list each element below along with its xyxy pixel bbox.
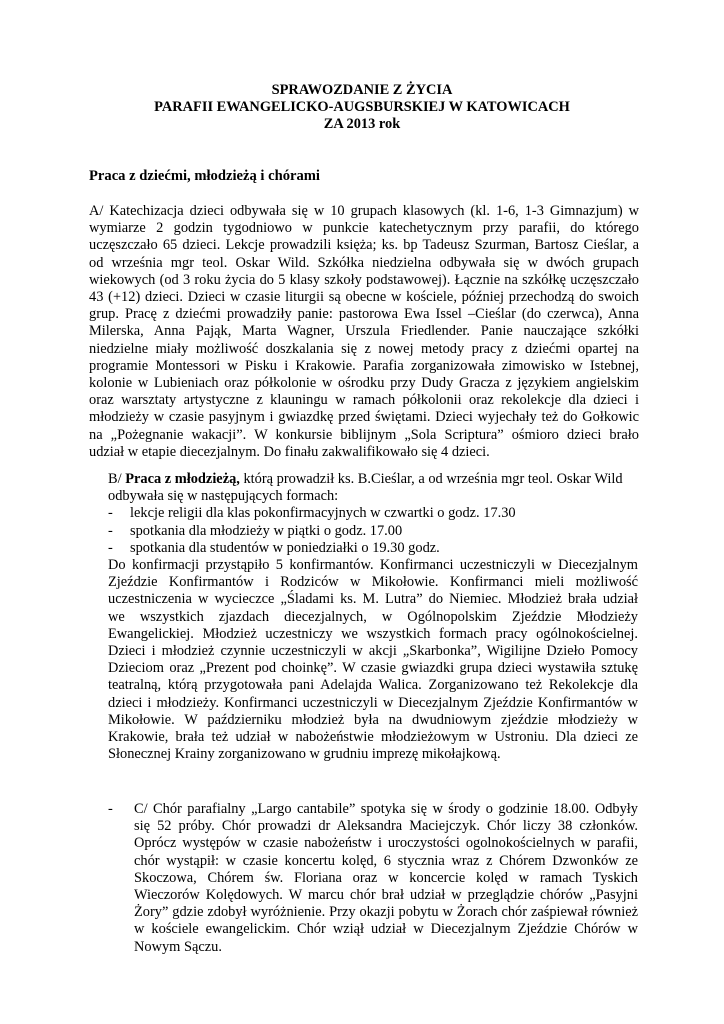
paragraph-a-line: kolonie w Lubieniach oraz półkolonie w ośrodku przy Dudy Gracza z językiem angielskim [89, 375, 639, 392]
paragraph-a-line: młodzieży w czasie pasyjnym i gwiazdkę przed świętami. Dzieci wyjechały też do Gołkowic [89, 409, 639, 426]
paragraph-b-line: Dzieci i młodzież czynnie uczestniczyli w akcji „Skarbonka”, Wigilijne Dzieło Pomocy [108, 643, 638, 660]
paragraph-a-line: grup. Pracę z dziećmi prowadziły panie: pastorowa Ewa Issel –Cieślar (do czerwca), Anna [89, 306, 639, 323]
paragraph-b-line: Krakowie, brała też udział w nabożeństwie młodzieżowym w Ustroniu. Dla dzieci ze [108, 729, 638, 746]
paragraph-a-line: niedzielne miały możliwość doszkalania się z nowej metody pracy z dziećmi opartej na [89, 340, 639, 357]
paragraph-a-line: wymiarze 2 godzin tygodniowo w punkcie katechetycznym przy parafii, do którego [89, 220, 639, 237]
paragraph-c-line: Skoczowa, Chórem św. Floriana oraz w koncercie kolęd w ramach Tyskich [134, 869, 638, 886]
paragraph-a-line: wiekowych (od 3 roku życia do 5 klasy szkoły podstawowej). Łącznie na szkółkę uczęszczało [89, 271, 639, 288]
paragraph-c-line: Nowym Sączu. [134, 938, 222, 955]
report-title-line-3: ZA 2013 rok [323, 116, 401, 132]
paragraph-c-line: C/ Chór parafialny „Largo cantabile” spotyka się w środy o godzinie 18.00. Odbyły [134, 801, 638, 817]
bullet-item [108, 523, 638, 540]
paragraph-b-line: uczestniczenia w wycieczce „Śladami ks. M. Lutra” do Niemiec. Młodzież brała udział [108, 591, 638, 608]
paragraph-c-line: Żory” gdzie zdobył wyróżnienie. Przy okazji pobytu w Żorach chór zaśpiewał również [134, 904, 638, 921]
paragraph-a-line: 43 (+12) dzieci. Dzieci w czasie liturgii są obecne w kościele, później przechodzą do swoich [89, 289, 639, 306]
paragraph-b-intro-line-2: odbywała się w następujących formach: [108, 488, 339, 505]
paragraph-c-line: chór wystąpił: w czasie koncertu kolęd, 6 stycznia wraz z Chórem Dzwonków ze [134, 852, 638, 869]
paragraph-a-line: na „Pożegnanie wakacji”. W konkursie biblijnym „Sola Scriptura” ośmioro dzieci brało [89, 426, 639, 443]
paragraph-a-line: od września mgr teol. Oskar Wild. Szkółka niedzielna odbywała się w dwóch grupach [89, 254, 639, 271]
paragraph-c [134, 801, 638, 956]
paragraph-a-line: Milerska, Anna Pająk, Marta Wagner, Urszula Friedlender. Panie nauczające szkółki [89, 323, 639, 340]
bullet-text: spotkania dla studentów w poniedziałki o 19.30 godz. [130, 539, 440, 556]
paragraph-b-intro-rest: którą prowadził ks. B.Cieślar, a od września mgr teol. Oskar Wild [239, 471, 623, 487]
paragraph-c-line: Wieczorów Kolędowych. W marcu chór brał udział w przeglądzie chórów „Pasyjni [134, 887, 638, 904]
section-heading: Praca z dziećmi, młodzieżą i chórami [89, 168, 320, 184]
paragraph-c-line: w kościele ewangelickim. Chór wziął udział w Diecezjalnym Zjeździe Chórów w [134, 921, 638, 938]
paragraph-b-line: Ewangelickiej. Młodzież uczestniczy we wszystkich formach pracy ogólnokościelnej. [108, 625, 638, 642]
bullet-item [108, 540, 638, 557]
paragraph-c-line: Oprócz występów w czasie nabożeństw i uroczystości ogolnokościelnych w parafii, [134, 835, 638, 852]
paragraph-b [108, 471, 638, 763]
bullet-marker: - [108, 505, 113, 522]
paragraph-b-line: Zjeździe Konfirmantów i Rodziców w Mikołowie. Konfirmanci mieli możliwość [108, 574, 638, 591]
bullet-marker: - [108, 522, 113, 539]
paragraph-b-intro [108, 471, 638, 488]
paragraph-c-line: się 52 próby. Chór prowadzi dr Aleksandra Maciejczyk. Chór liczy 38 członków. [134, 818, 638, 835]
paragraph-a-line: oraz warsztaty artystyczne z klauningu w ramach półkolonii oraz rekolekcje dla dzieci i [89, 392, 639, 409]
paragraph-a-line: A/ Katechizacja dzieci odbywała się w 10 grupach klasowych (kl. 1-6, 1-3 Gimnazjum) w [89, 203, 639, 219]
paragraph-c-marker: - [108, 801, 113, 817]
paragraph-b-line: Mikołowie. W październiku młodzież była na dwudniowym zjeździe młodzieży w [108, 711, 638, 728]
paragraph-b-line: we wszystkich zjazdach diecezjalnych, w Ogólnopolskim Zjeździe Młodzieży [108, 608, 638, 625]
bullet-marker: - [108, 539, 113, 556]
paragraph-b-line: teatralną, którą przygotowała pani Adelajda Walica. Zorganizowano też Rekolekcje dla [108, 677, 638, 694]
bullet-text: lekcje religii dla klas pokonfirmacyjnych w czwartki o godz. 17.30 [130, 505, 516, 522]
paragraph-b-line: Słonecznej Krainy zorganizowano w grudniu imprezę mikołajkową. [108, 746, 501, 763]
report-title-line-1: SPRAWOZDANIE Z ŻYCIA [271, 82, 453, 98]
bullet-item [108, 505, 638, 522]
paragraph-a-line: udział w etapie diecezjalnym. Do finału zakwalifikowało się 4 dzieci. [89, 443, 490, 460]
paragraph-a [89, 203, 639, 461]
paragraph-b-line: Dzieciom oraz „Prezent pod choinkę”. W czasie gwiazdki grupa dzieci wystawiła sztukę [108, 660, 638, 677]
report-title-line-2: PARAFII EWANGELICKO-AUGSBURSKIEJ W KATOWICACH [154, 99, 570, 115]
paragraph-b-line: dzieci i młodzieży. Konfirmanci uczestniczyli w Diecezjalnym Zjeździe Konfirmantów w [108, 694, 638, 711]
bullet-text: spotkania dla młodzieży w piątki o godz. 17.00 [130, 522, 403, 539]
paragraph-a-line: programie Montessori w Pisku i Krakowie. Parafia zorganizowała zimowisko w Istebnej, [89, 357, 639, 374]
paragraph-b-prefix: B/ [108, 471, 126, 487]
paragraph-b-line: Do konfirmacji przystąpiło 5 konfirmantów. Konfirmanci uczestniczyli w Diecezjalnym [108, 557, 638, 574]
paragraph-a-line: uczęszczało 65 dzieci. Lekcje prowadzili księża; ks. bp Tadeusz Szurman, Bartosz Cieślar, a [89, 237, 639, 254]
paragraph-b-bold-label: Praca z młodzieżą, [125, 471, 240, 487]
